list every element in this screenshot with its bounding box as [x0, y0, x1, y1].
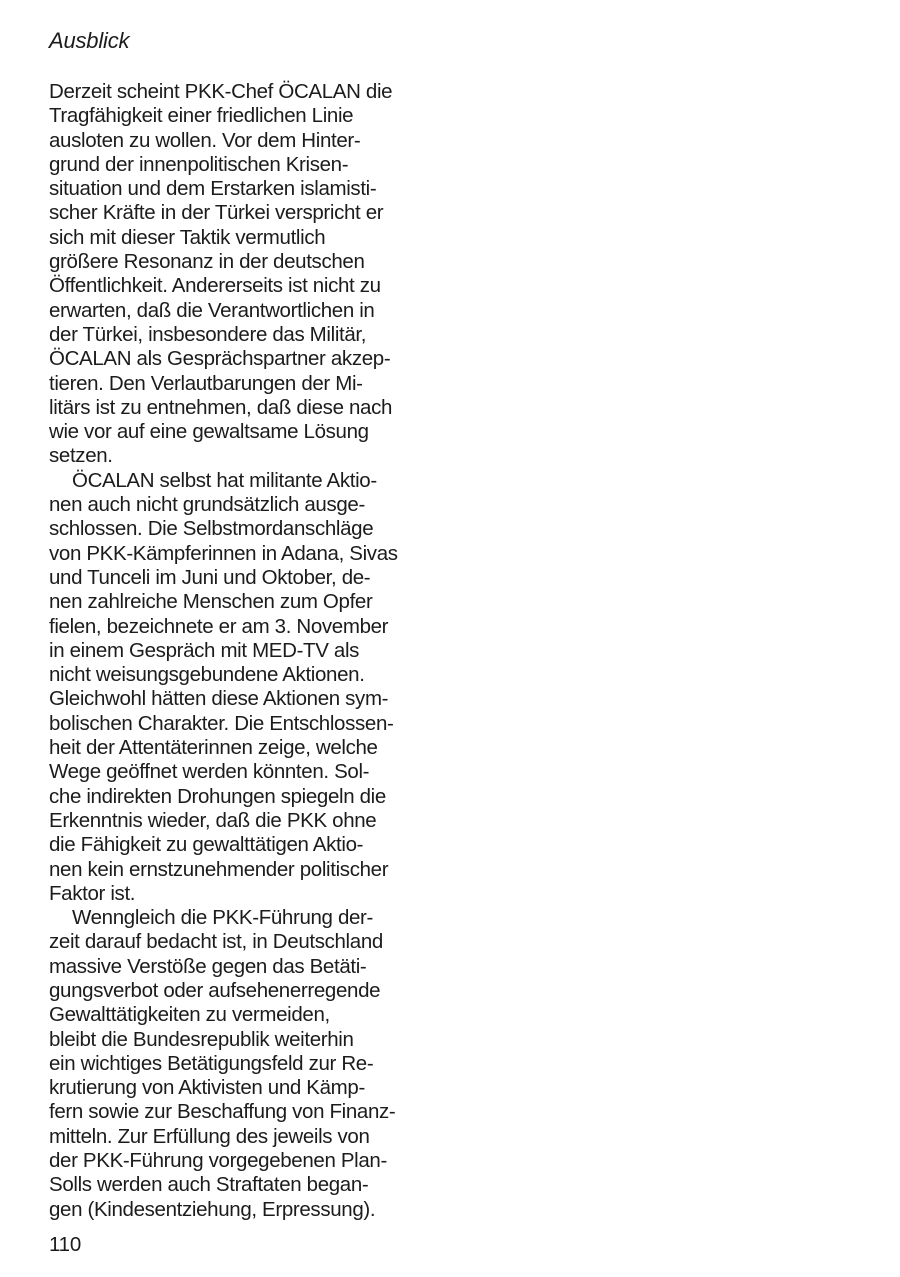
text-line: gungsverbot oder aufsehenerregende [49, 978, 381, 1002]
text-line: fielen, bezeichnete er am 3. November [49, 614, 389, 638]
text-line: che indirekten Drohungen spiegeln die [49, 784, 386, 808]
text-line: tieren. Den Verlautbarungen der Mi- [49, 371, 363, 395]
text-line: ein wichtiges Betätigungsfeld zur Re- [49, 1051, 374, 1075]
text-line: schlossen. Die Selbstmordanschläge [49, 517, 374, 541]
text-line: Tragfähigkeit einer friedlichen Linie [49, 104, 354, 128]
section-heading: Ausblick [49, 28, 130, 53]
text-line: gen (Kindesentziehung, Erpressung). [49, 1197, 376, 1221]
text-line: von PKK-Kämpferinnen in Adana, Sivas [49, 541, 398, 565]
text-line: Gewalttätigkeiten zu vermeiden, [49, 1003, 330, 1027]
text-line: nicht weisungsgebundene Aktionen. [49, 663, 365, 687]
text-line: heit der Attentäterinnen zeige, welche [49, 736, 378, 760]
text-line: scher Kräfte in der Türkei verspricht er [49, 201, 384, 225]
paragraph [49, 906, 419, 1222]
paragraph [49, 469, 419, 906]
text-line: mitteln. Zur Erfüllung des jeweils von [49, 1124, 370, 1148]
text-line: ausloten zu wollen. Vor dem Hinter- [49, 128, 361, 152]
text-line: die Fähigkeit zu gewalttätigen Aktio- [49, 833, 364, 857]
text-line: nen kein ernstzunehmender politischer [49, 857, 389, 881]
text-line: zeit darauf bedacht ist, in Deutschland [49, 930, 383, 954]
text-line: Wege geöffnet werden könnten. Sol- [49, 760, 370, 784]
paragraph [49, 80, 419, 469]
text-line: krutierung von Aktivisten und Kämp- [49, 1076, 365, 1100]
text-line: Wenngleich die PKK-Führung der- [72, 906, 373, 930]
article-body [49, 80, 419, 1222]
text-line: ÖCALAN als Gesprächspartner akzep- [49, 347, 391, 371]
text-line: Erkenntnis wieder, daß die PKK ohne [49, 808, 377, 832]
text-line: grund der innenpolitischen Krisen- [49, 152, 349, 176]
text-line: ÖCALAN selbst hat militante Aktio- [72, 468, 377, 492]
text-line: Derzeit scheint PKK-Chef ÖCALAN die [49, 80, 393, 103]
text-line: sich mit dieser Taktik vermutlich [49, 225, 326, 249]
text-line: und Tunceli im Juni und Oktober, de- [49, 565, 371, 589]
text-line: Gleichwohl hätten diese Aktionen sym- [49, 687, 389, 711]
text-line: nen auch nicht grundsätzlich ausge- [49, 493, 365, 517]
text-line: nen zahlreiche Menschen zum Opfer [49, 590, 373, 614]
text-line: Öffentlichkeit. Andererseits ist nicht zu [49, 274, 381, 298]
text-line: wie vor auf eine gewaltsame Lösung [49, 420, 369, 444]
text-line: der Türkei, insbesondere das Militär, [49, 322, 367, 346]
page-number: 110 [49, 1233, 82, 1256]
text-line: massive Verstöße gegen das Betäti- [49, 954, 367, 978]
text-line: in einem Gespräch mit MED-TV als [49, 638, 360, 662]
text-line: setzen. [49, 444, 113, 468]
text-line: situation und dem Erstarken islamisti- [49, 177, 377, 201]
text-line: erwarten, daß die Verantwortlichen in [49, 298, 375, 322]
text-line: litärs ist zu entnehmen, daß diese nach [49, 395, 393, 419]
text-line: bleibt die Bundesrepublik weiterhin [49, 1027, 354, 1051]
text-line: größere Resonanz in der deutschen [49, 250, 365, 274]
text-line: Faktor ist. [49, 881, 136, 905]
text-line: bolischen Charakter. Die Entschlossen- [49, 711, 394, 735]
text-line: der PKK-Führung vorgegebenen Plan- [49, 1149, 387, 1173]
text-line: fern sowie zur Beschaffung von Finanz- [49, 1100, 396, 1124]
text-line: Solls werden auch Straftaten began- [49, 1173, 369, 1197]
